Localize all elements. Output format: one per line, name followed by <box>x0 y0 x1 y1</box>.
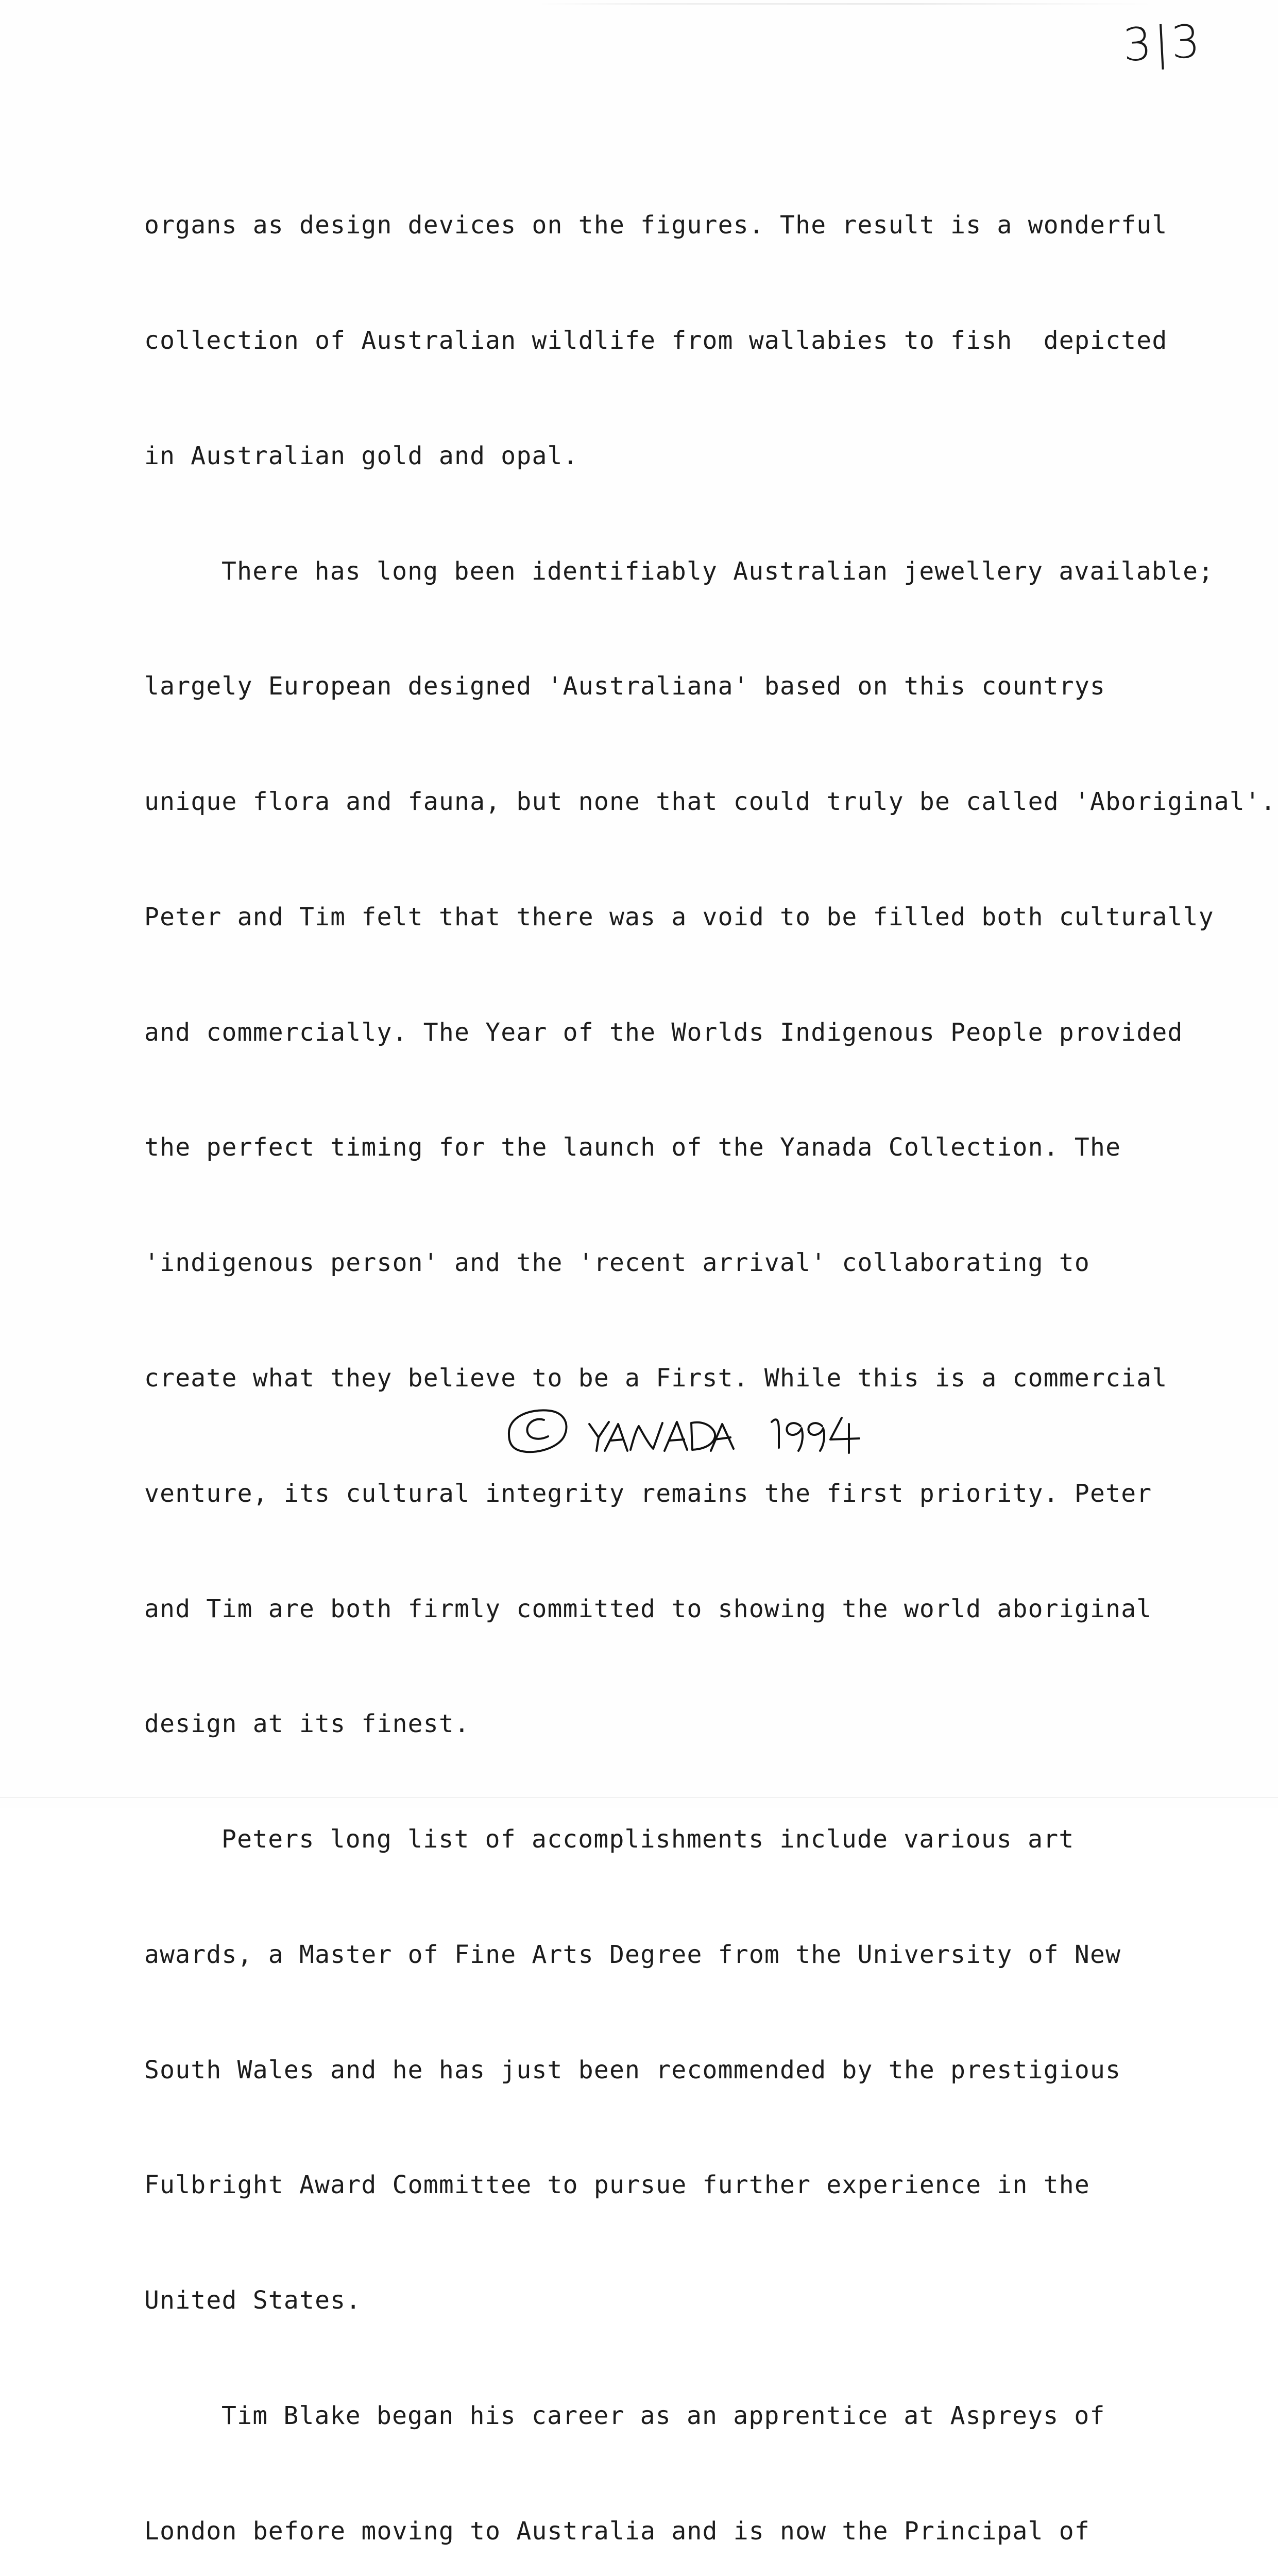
paragraph-start-line: There has long been identifiably Australian jewellery available; <box>221 556 1214 586</box>
sig-digit-4 <box>830 1418 859 1439</box>
scan-edge-line-bottom <box>0 1797 1278 1798</box>
sig-digit-1 <box>772 1419 779 1448</box>
text-line: collection of Australian wildlife from wallabies to fish depicted <box>144 326 1168 355</box>
sig-letter-d <box>691 1422 715 1450</box>
text-line: Fulbright Award Committee to pursue further experience in the <box>144 2171 1090 2200</box>
text-line: organs as design devices on the figures. The result is a wonderful <box>144 211 1168 240</box>
text-line: United States. <box>144 2286 362 2315</box>
sig-letter-a2 <box>664 1422 687 1451</box>
text-line: 'indigenous person' and the 'recent arrival' collaborating to <box>144 1248 1090 1278</box>
copyright-c-stroke <box>527 1419 548 1439</box>
text-line: Peter and Tim felt that there was a void to be filled both culturally <box>144 902 1214 931</box>
text-line: and Tim are both firmly committed to showing the world aboriginal <box>144 1594 1152 1623</box>
text-line: design at its finest. <box>144 1709 470 1739</box>
text-line: London before moving to Australia and is now the Principal of <box>144 2516 1090 2546</box>
sig-letter-y <box>589 1422 609 1437</box>
copyright-circle-stroke <box>509 1410 567 1452</box>
sig-letter-a <box>605 1424 627 1451</box>
signature-drawing <box>499 1397 870 1464</box>
handwritten-copyright-signature <box>499 1397 870 1464</box>
text-line: South Wales and he has just been recommended by the prestigious <box>144 2055 1121 2084</box>
text-line: in Australian gold and opal. <box>144 441 578 470</box>
text-line: unique flora and fauna, but none that could truly be called 'Aboriginal'. <box>144 787 1276 817</box>
paragraph-start-line: Tim Blake began his career as an apprentice at Aspreys of <box>221 2401 1105 2431</box>
sig-digit-9 <box>787 1423 803 1451</box>
text-line: largely European designed 'Australiana' based on this countrys <box>144 672 1106 701</box>
sig-digit-9b <box>808 1423 824 1451</box>
page-number: 3|3 <box>1121 14 1204 72</box>
text-line: the perfect timing for the launch of the Yanada Collection. The <box>144 1133 1121 1162</box>
text-line: awards, a Master of Fine Arts Degree from the University of New <box>144 1940 1121 1969</box>
scan-edge-line <box>536 3 1154 5</box>
body-text <box>144 129 1276 2576</box>
paragraph-start-line: Peters long list of accomplishments include various art <box>221 1825 1075 1854</box>
text-line: venture, its cultural integrity remains the first priority. Peter <box>144 1479 1152 1508</box>
text-line: and commercially. The Year of the Worlds Indigenous People provided <box>144 1018 1183 1047</box>
sig-letter-n <box>631 1423 662 1450</box>
text-line: create what they believe to be a First. While this is a commercial <box>144 1364 1168 1393</box>
